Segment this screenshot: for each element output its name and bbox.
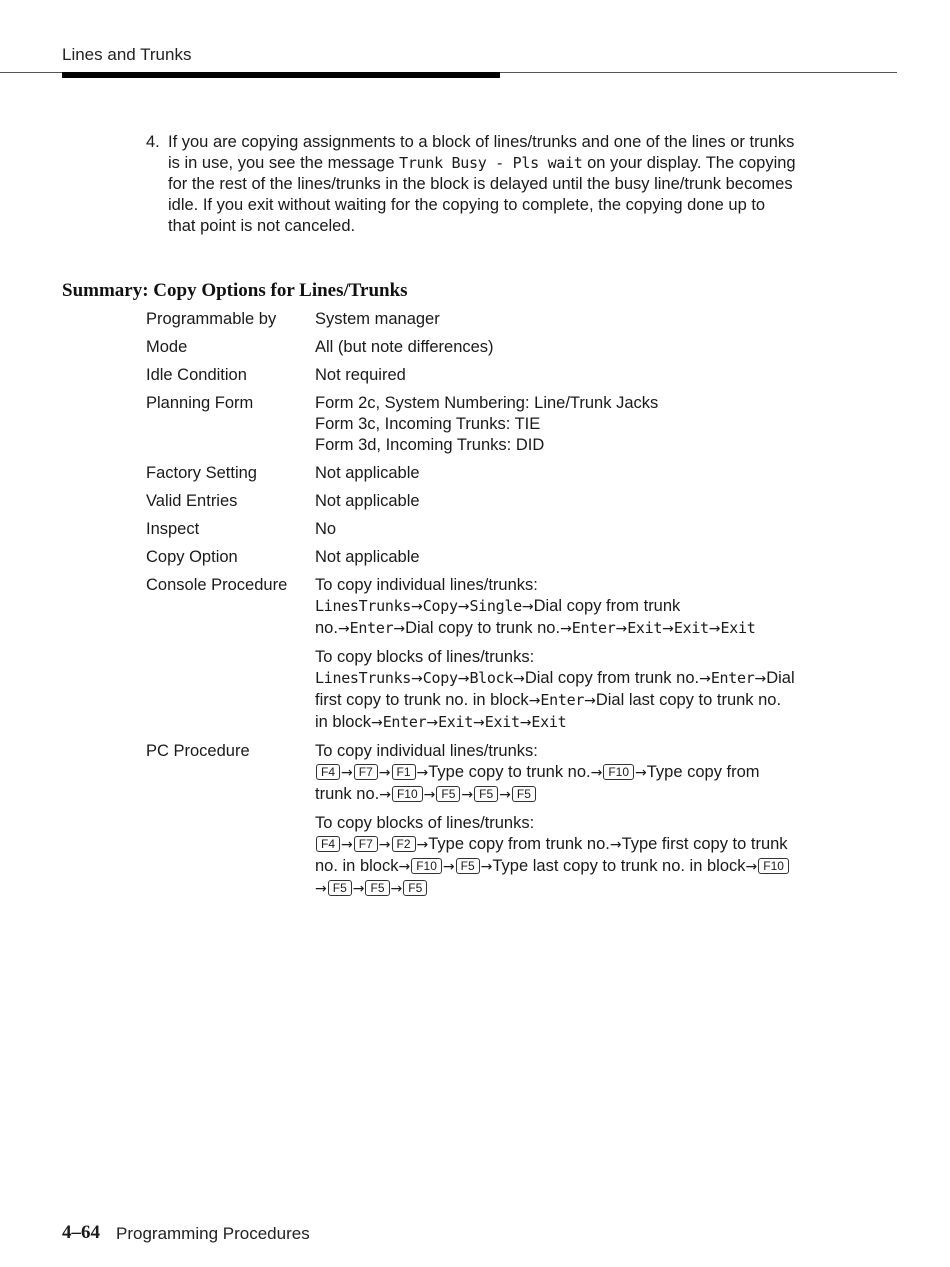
row-value: Not applicable bbox=[315, 492, 420, 510]
console-block-sequence bbox=[315, 668, 796, 734]
arrow-icon: → bbox=[521, 599, 534, 615]
arrow-icon: → bbox=[528, 693, 541, 709]
arrow-icon: → bbox=[457, 671, 470, 687]
arrow-icon: → bbox=[378, 837, 391, 853]
pc-individual-sequence bbox=[315, 762, 796, 806]
step-4 bbox=[146, 132, 796, 237]
arrow-icon: → bbox=[352, 881, 365, 897]
arrow-icon: → bbox=[378, 765, 391, 781]
arrow-icon: → bbox=[615, 621, 628, 637]
row-inspect bbox=[146, 519, 796, 540]
display-message: Trunk Busy - Pls wait bbox=[399, 154, 583, 172]
planning-form-line: Form 2c, System Numbering: Line/Trunk Jacks bbox=[315, 394, 659, 412]
row-value: Not required bbox=[315, 366, 406, 384]
function-key: F5 bbox=[403, 880, 427, 896]
step-number: 4. bbox=[146, 133, 160, 151]
row-mode bbox=[146, 337, 796, 358]
procedure-step-text: Dial copy to trunk no. bbox=[405, 619, 561, 637]
row-pc-procedure bbox=[146, 741, 796, 900]
procedure-step-text: Type copy from trunk no. bbox=[428, 835, 610, 853]
running-header: Lines and Trunks bbox=[62, 45, 192, 64]
row-console-procedure bbox=[146, 575, 796, 734]
arrow-icon: → bbox=[635, 765, 647, 781]
row-label: Valid Entries bbox=[146, 492, 238, 510]
header-rule-accent bbox=[62, 72, 500, 78]
row-factory-setting bbox=[146, 463, 796, 484]
function-key: F4 bbox=[316, 836, 340, 852]
console-key: Exit bbox=[673, 619, 709, 637]
pc-individual-block bbox=[315, 741, 796, 806]
procedure-intro: To copy blocks of lines/trunks: bbox=[315, 814, 535, 832]
console-individual-sequence bbox=[315, 596, 796, 640]
arrow-icon: → bbox=[609, 837, 622, 853]
console-key: Exit bbox=[438, 713, 474, 731]
arrow-icon: → bbox=[584, 693, 596, 709]
arrow-icon: → bbox=[416, 765, 429, 781]
console-key: Exit bbox=[720, 619, 756, 637]
arrow-icon: → bbox=[457, 599, 470, 615]
console-key: Enter bbox=[710, 669, 755, 687]
function-key: F5 bbox=[436, 786, 460, 802]
procedure-step-text: Type last copy to trunk no. in block bbox=[492, 857, 746, 875]
row-value: Not applicable bbox=[315, 464, 420, 482]
console-block-block bbox=[315, 647, 796, 734]
console-key: Block bbox=[469, 669, 514, 687]
arrow-icon: → bbox=[442, 859, 455, 875]
function-key: F5 bbox=[456, 858, 480, 874]
step-text-part1: If you are copying assignments to a block of lines/trunks and one of the lines or trunks is in use, you see the message bbox=[168, 133, 795, 172]
row-label: Idle Condition bbox=[146, 366, 247, 384]
step-text-part2: on your display. The copying for the rest of the lines/trunks in the block is delayed until the busy line/trunk becomes idle. If you exit without waiting for the copying to complete, the copying done up to that point is not canceled. bbox=[168, 154, 796, 235]
row-value: No bbox=[315, 520, 337, 538]
console-key: Enter bbox=[571, 619, 616, 637]
row-copy-option bbox=[146, 547, 796, 568]
row-label: Copy Option bbox=[146, 548, 238, 566]
arrow-icon: → bbox=[708, 621, 721, 637]
function-key: F5 bbox=[365, 880, 389, 896]
arrow-icon: → bbox=[370, 715, 383, 731]
row-value: System manager bbox=[315, 310, 440, 328]
step-text bbox=[168, 132, 796, 237]
console-key: Copy bbox=[422, 669, 458, 687]
arrow-icon: → bbox=[480, 859, 493, 875]
row-label: Programmable by bbox=[146, 310, 277, 328]
arrow-icon: → bbox=[393, 621, 406, 637]
row-value bbox=[315, 393, 796, 456]
arrow-icon: → bbox=[754, 671, 767, 687]
function-key: F5 bbox=[328, 880, 352, 896]
console-key: Enter bbox=[540, 691, 585, 709]
arrow-icon: → bbox=[411, 599, 423, 615]
procedure-step-text: Dial last copy to trunk no. in block bbox=[315, 691, 782, 731]
arrow-icon: → bbox=[315, 881, 327, 897]
arrow-icon: → bbox=[398, 859, 411, 875]
procedure-intro: To copy blocks of lines/trunks: bbox=[315, 648, 535, 666]
arrow-icon: → bbox=[390, 881, 403, 897]
console-key: LinesTrunks bbox=[315, 597, 412, 615]
arrow-icon: → bbox=[423, 787, 436, 803]
row-value bbox=[315, 741, 796, 900]
row-value: All (but note differences) bbox=[315, 338, 494, 356]
planning-form-line: Form 3c, Incoming Trunks: TIE bbox=[315, 415, 541, 433]
function-key: F10 bbox=[411, 858, 442, 874]
row-planning-form bbox=[146, 393, 796, 456]
row-label: Mode bbox=[146, 338, 188, 356]
arrow-icon: → bbox=[560, 621, 572, 637]
console-key: LinesTrunks bbox=[315, 669, 412, 687]
arrow-icon: → bbox=[337, 621, 350, 637]
arrow-icon: → bbox=[379, 787, 391, 803]
arrow-icon: → bbox=[519, 715, 532, 731]
procedure-intro: To copy individual lines/trunks: bbox=[315, 576, 538, 594]
row-label: Planning Form bbox=[146, 394, 254, 412]
console-key: Exit bbox=[531, 713, 567, 731]
arrow-icon: → bbox=[590, 765, 603, 781]
arrow-icon: → bbox=[745, 859, 758, 875]
page-number: 4–64 bbox=[62, 1222, 100, 1243]
row-programmable-by bbox=[146, 309, 796, 330]
function-key: F7 bbox=[354, 836, 378, 852]
console-key: Enter bbox=[382, 713, 427, 731]
function-key: F7 bbox=[354, 764, 378, 780]
row-label: Inspect bbox=[146, 520, 200, 538]
row-label: PC Procedure bbox=[146, 742, 250, 760]
arrow-icon: → bbox=[461, 787, 474, 803]
row-value bbox=[315, 575, 796, 734]
arrow-icon: → bbox=[416, 837, 429, 853]
summary-table bbox=[146, 309, 796, 907]
function-key: F4 bbox=[316, 764, 340, 780]
arrow-icon: → bbox=[699, 671, 711, 687]
function-key: F10 bbox=[603, 764, 634, 780]
row-valid-entries bbox=[146, 491, 796, 512]
console-key: Enter bbox=[349, 619, 394, 637]
arrow-icon: → bbox=[662, 621, 674, 637]
function-key: F10 bbox=[392, 786, 423, 802]
procedure-step-text: Type copy from trunk no. bbox=[315, 763, 760, 803]
section-heading: Summary: Copy Options for Lines/Trunks bbox=[62, 280, 408, 301]
pc-block-sequence bbox=[315, 834, 796, 900]
pc-block-block bbox=[315, 813, 796, 900]
arrow-icon: → bbox=[473, 715, 485, 731]
planning-form-line: Form 3d, Incoming Trunks: DID bbox=[315, 436, 545, 454]
arrow-icon: → bbox=[426, 715, 439, 731]
function-key: F2 bbox=[392, 836, 416, 852]
console-key: Exit bbox=[627, 619, 663, 637]
procedure-step-text: Dial first copy to trunk no. in block bbox=[315, 669, 795, 709]
procedure-intro: To copy individual lines/trunks: bbox=[315, 742, 538, 760]
function-key: F5 bbox=[474, 786, 498, 802]
arrow-icon: → bbox=[411, 671, 423, 687]
row-idle-condition bbox=[146, 365, 796, 386]
arrow-icon: → bbox=[341, 765, 353, 781]
arrow-icon: → bbox=[513, 671, 525, 687]
procedure-step-text: Type first copy to trunk no. in block bbox=[315, 835, 788, 875]
arrow-icon: → bbox=[341, 837, 353, 853]
arrow-icon: → bbox=[499, 787, 511, 803]
function-key: F5 bbox=[512, 786, 536, 802]
procedure-step-text: Dial copy from trunk no. bbox=[524, 669, 700, 687]
console-key: Copy bbox=[422, 597, 458, 615]
console-key: Exit bbox=[484, 713, 520, 731]
row-value: Not applicable bbox=[315, 548, 420, 566]
row-label: Console Procedure bbox=[146, 576, 288, 594]
console-key: Single bbox=[469, 597, 522, 615]
row-label: Factory Setting bbox=[146, 464, 257, 482]
procedure-step-text: Dial copy from trunk no. bbox=[315, 597, 681, 637]
console-individual-block bbox=[315, 575, 796, 640]
function-key: F10 bbox=[758, 858, 789, 874]
procedure-step-text: Type copy to trunk no. bbox=[428, 763, 591, 781]
function-key: F1 bbox=[392, 764, 416, 780]
footer-title: Programming Procedures bbox=[116, 1224, 310, 1243]
